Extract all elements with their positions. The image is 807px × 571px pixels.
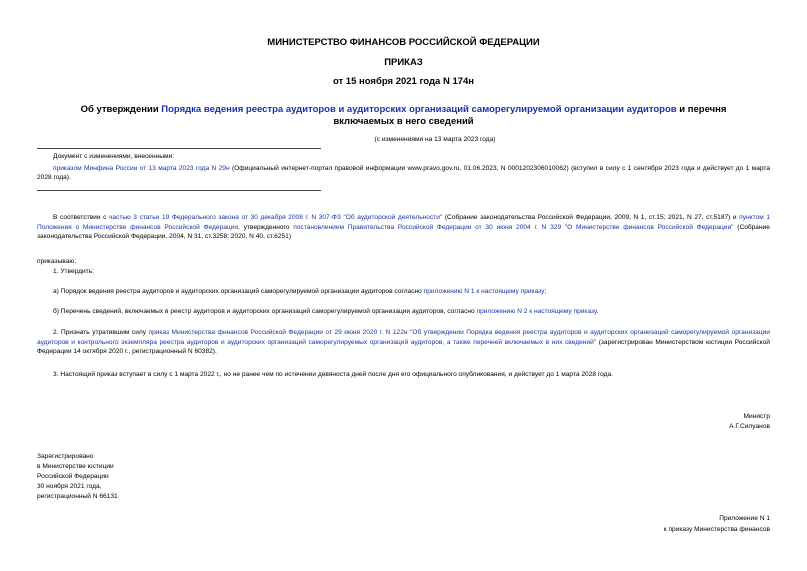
ministry-heading: МИНИСТЕРСТВО ФИНАНСОВ РОССИЙСКОЙ ФЕДЕРАЦИИ	[267, 37, 540, 48]
signature-position: Министр	[743, 413, 770, 420]
signature-name: А.Г.Силуанов	[729, 423, 770, 430]
preamble-text-1: В соответствии с	[53, 214, 109, 221]
item-1b-end: .	[596, 308, 599, 315]
document-type: ПРИКАЗ	[384, 57, 423, 68]
item-1a-end: ;	[544, 288, 547, 295]
item-2-text: 2. Признать утратившим силу	[53, 329, 149, 336]
amendments-note: (с изменениями на 13 марта 2023 года)	[374, 136, 496, 143]
document-title	[50, 104, 757, 128]
item-3: 3. Настоящий приказ вступает в силу с 1 марта 2022 г., но не ранее чем по истечении девяноста дней после дня его официального опубликования, и действует до 1 марта 2028 года.	[53, 371, 614, 378]
title-link-procedure[interactable]: Порядка ведения реестра аудиторов и аудиторских организаций саморегулируемой организации аудиторов	[161, 104, 677, 115]
title-suffix: и перечня включаемых в него сведений	[333, 104, 727, 127]
item-2-end: (зарегистрирован Министерством юстиции Российской Федерации 14 октября 2020 г., регистрационный N 60382).	[37, 338, 770, 355]
order-word: приказываю:	[37, 258, 77, 265]
preamble-paragraph	[37, 213, 770, 242]
changes-link-order-29n[interactable]: приказом Минфина России от 13 марта 2023 года N 29н	[53, 165, 230, 172]
preamble-text-4: (Собрание законодательства Российской Федерации, 2004, N 31, ст.3258; 2020, N 40, ст.6251)	[37, 223, 770, 240]
title-prefix: Об утверждении	[80, 104, 162, 115]
divider-top	[37, 148, 321, 149]
registration-block	[37, 452, 118, 502]
item-1b	[53, 307, 770, 317]
registration-line: 30 ноября 2021 года,	[37, 483, 102, 490]
item-1b-text: б) Перечень сведений, включаемых в реестр аудиторов и аудиторских организаций саморегулируемой организации аудиторов, согласно	[53, 308, 477, 315]
appendix-reference: к приказу Министерства финансов	[663, 526, 770, 533]
item-1a-text: а) Порядок ведения реестра аудиторов и аудиторских организаций саморегулируемой организации аудиторов согласно	[53, 288, 424, 295]
preamble-text-3: , утвержденного	[238, 223, 294, 231]
item-1: 1. Утвердить:	[53, 268, 94, 275]
preamble-link-regulation[interactable]: пунктом 1 Положения о Министерстве финансов Российской Федерации	[37, 214, 770, 231]
appendix-label: Приложение N 1	[719, 515, 770, 522]
preamble-link-law-307fz[interactable]: частью 3 статьи 19 Федерального закона от 30 декабря 2008 г. N 307-ФЗ "Об аудиторской деятельности"	[108, 214, 443, 221]
registration-line: Зарегистрировано	[37, 453, 94, 460]
preamble-link-resolution-329[interactable]: постановлением Правительства Российской Федерации от 30 июня 2004 г. N 329 "О Министерстве финансов Российской Федерации"	[293, 223, 734, 231]
preamble-text-2: (Собрание законодательства Российской Федерации, 2009, N 1, ст.15; 2021, N 27, ст.5187) и	[442, 214, 740, 221]
item-2-link-order-122n[interactable]: приказ Министерства финансов Российской Федерации от 29 июня 2020 г. N 122н "Об утверждении Порядка ведения реестра аудиторов и аудиторских организаций саморегулируемой организации аудиторов и контрольного экземпляра реестра аудиторов и аудиторских организаций саморегулируемых организаций аудиторов, а также перечней включаемых в них сведений"	[37, 329, 770, 346]
item-1b-link-appendix-2[interactable]: приложению N 2 к настоящему приказу	[476, 308, 597, 315]
registration-line: в Министерстве юстиции	[37, 463, 114, 470]
divider-bottom	[37, 190, 321, 191]
changes-description: (Официальный интернет-портал правовой информации www.pravo.gov.ru, 01.06.2023, N 0001202306010062) (вступил в силу с 1 сентября 2023 года и действует до 1 марта 2028 года).	[37, 165, 770, 181]
registration-line: Российской Федерации	[37, 473, 109, 480]
changes-label: Документ с изменениями, внесенными:	[53, 153, 175, 160]
registration-line: регистрационный N 66131	[37, 493, 118, 500]
item-2	[37, 328, 770, 357]
document-date-number: от 15 ноября 2021 года N 174н	[332, 76, 475, 87]
item-1a-link-appendix-1[interactable]: приложению N 1 к настоящему приказу	[423, 288, 545, 295]
changes-text	[37, 164, 770, 182]
item-1a	[53, 287, 770, 297]
